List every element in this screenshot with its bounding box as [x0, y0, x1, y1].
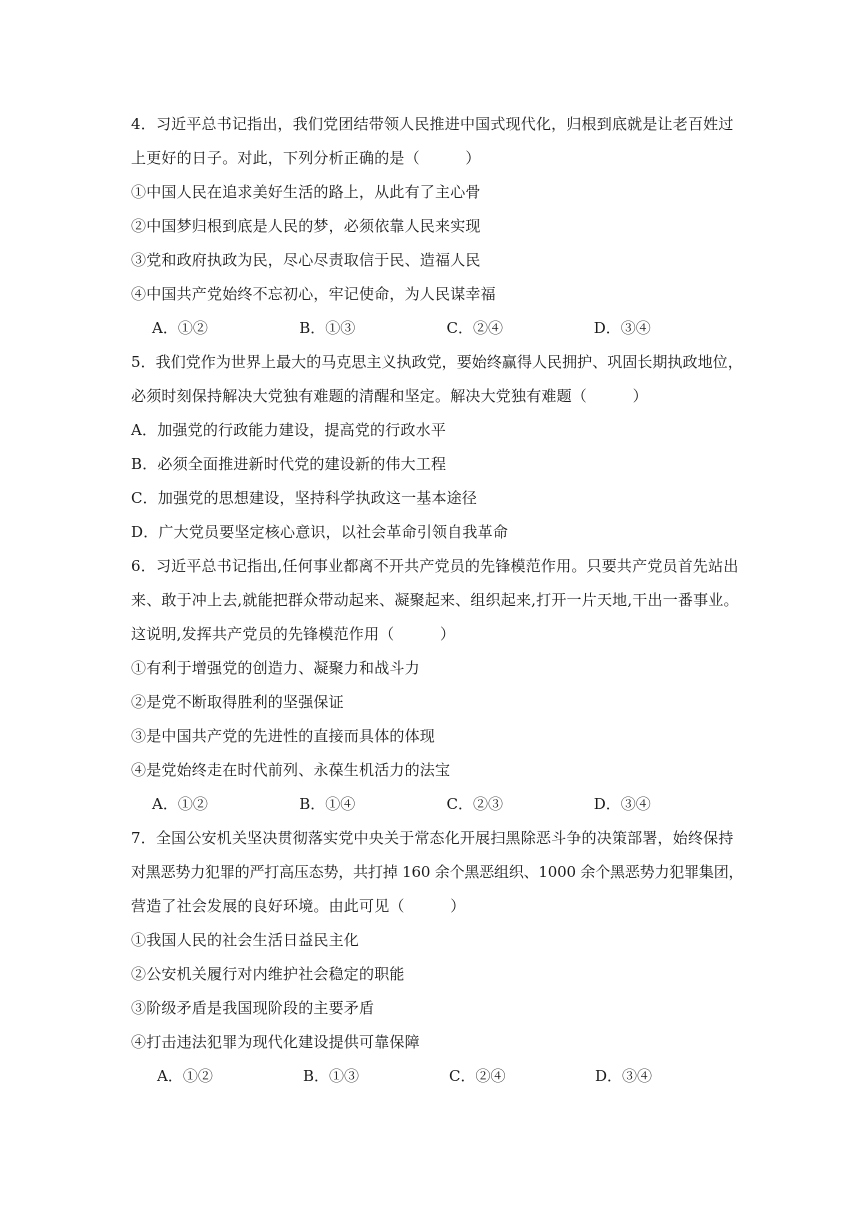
question-6-option-d: D．③④	[593, 795, 651, 813]
question-7-statement-1: ①我国人民的社会生活日益民主化	[131, 931, 360, 949]
question-7	[131, 821, 744, 1093]
question-5-stem-line-2: 必须时刻保持解决大党独有难题的清醒和坚定。解决大党独有难题（ ）	[131, 387, 648, 405]
question-7-statement-4: ④打击违法犯罪为现代化建设提供可靠保障	[131, 1033, 420, 1051]
question-7-option-d: D．③④	[595, 1067, 653, 1085]
question-4-statement-3: ③党和政府执政为民，尽心尽责取信于民、造福人民	[131, 251, 481, 269]
question-7-statement-2: ②公安机关履行对内维护社会稳定的职能	[131, 965, 405, 983]
question-7-option-b: B．①③	[303, 1067, 360, 1085]
question-7-statement-3: ③阶级矛盾是我国现阶段的主要矛盾	[131, 999, 375, 1017]
question-4-stem-line-1: 4．习近平总书记指出，我们党团结带领人民推进中国式现代化，归根到底就是让老百姓过	[131, 115, 734, 133]
question-6-statement-3: ③是中国共产党的先进性的直接而具体的体现	[131, 727, 436, 745]
question-4-option-c: C．②④	[446, 319, 503, 337]
question-4-statement-4: ④中国共产党始终不忘初心，牢记使命，为人民谋幸福	[131, 285, 496, 303]
question-5	[131, 345, 741, 549]
question-5-option-b: B．必须全面推进新时代党的建设新的伟大工程	[131, 455, 447, 473]
question-7-option-a: A．①②	[157, 1067, 213, 1085]
question-6-options	[131, 787, 741, 821]
question-7-option-c: C．②④	[449, 1067, 506, 1085]
question-6-stem-line-1: 6．习近平总书记指出,任何事业都离不开共产党员的先锋模范作用。只要共产党员首先站出	[131, 557, 739, 575]
question-6-statement-1: ①有利于增强党的创造力、凝聚力和战斗力	[131, 659, 420, 677]
question-7-options	[131, 1059, 741, 1093]
question-6-option-c: C．②③	[446, 795, 503, 813]
question-6-option-b: B．①④	[299, 795, 356, 813]
question-7-stem-line-1: 7．全国公安机关坚决贯彻落实党中央关于常态化开展扫黑除恶斗争的决策部署，始终保持	[131, 829, 734, 847]
question-6-option-a: A．①②	[152, 795, 208, 813]
document-page	[131, 107, 744, 1093]
question-7-stem-line-2: 对黑恶势力犯罪的严打高压态势，共打掉 160 余个黑恶组织、1000 余个黑恶势力犯罪集团，	[131, 863, 744, 881]
question-4-stem-line-2: 上更好的日子。对此，下列分析正确的是（ ）	[131, 149, 481, 167]
question-4-option-d: D．③④	[593, 319, 651, 337]
question-4	[131, 107, 741, 345]
question-6-statement-4: ④是党始终走在时代前列、永葆生机活力的法宝	[131, 761, 451, 779]
question-6-stem-line-2: 来、敢于冲上去,就能把群众带动起来、凝聚起来、组织起来,打开一片天地,干出一番事业。	[131, 591, 739, 609]
question-5-option-d: D．广大党员要坚定核心意识，以社会革命引领自我革命	[131, 523, 509, 541]
question-4-option-b: B．①③	[299, 319, 356, 337]
question-4-statement-2: ②中国梦归根到底是人民的梦，必须依靠人民来实现	[131, 217, 481, 235]
question-6-statement-2: ②是党不断取得胜利的坚强保证	[131, 693, 344, 711]
question-6	[131, 549, 741, 821]
question-5-stem-line-1: 5．我们党作为世界上最大的马克思主义执政党，要始终赢得人民拥护、巩固长期执政地位，	[131, 353, 743, 371]
question-5-option-c: C．加强党的思想建设，坚持科学执政这一基本途径	[131, 489, 478, 507]
question-7-stem-line-3: 营造了社会发展的良好环境。由此可见（ ）	[131, 897, 466, 915]
question-6-stem-line-3: 这说明,发挥共产党员的先锋模范作用（ ）	[131, 625, 456, 643]
question-4-options	[131, 311, 741, 345]
question-5-option-a: A．加强党的行政能力建设，提高党的行政水平	[131, 421, 447, 439]
question-4-option-a: A．①②	[152, 319, 208, 337]
question-4-statement-1: ①中国人民在追求美好生活的路上，从此有了主心骨	[131, 183, 481, 201]
